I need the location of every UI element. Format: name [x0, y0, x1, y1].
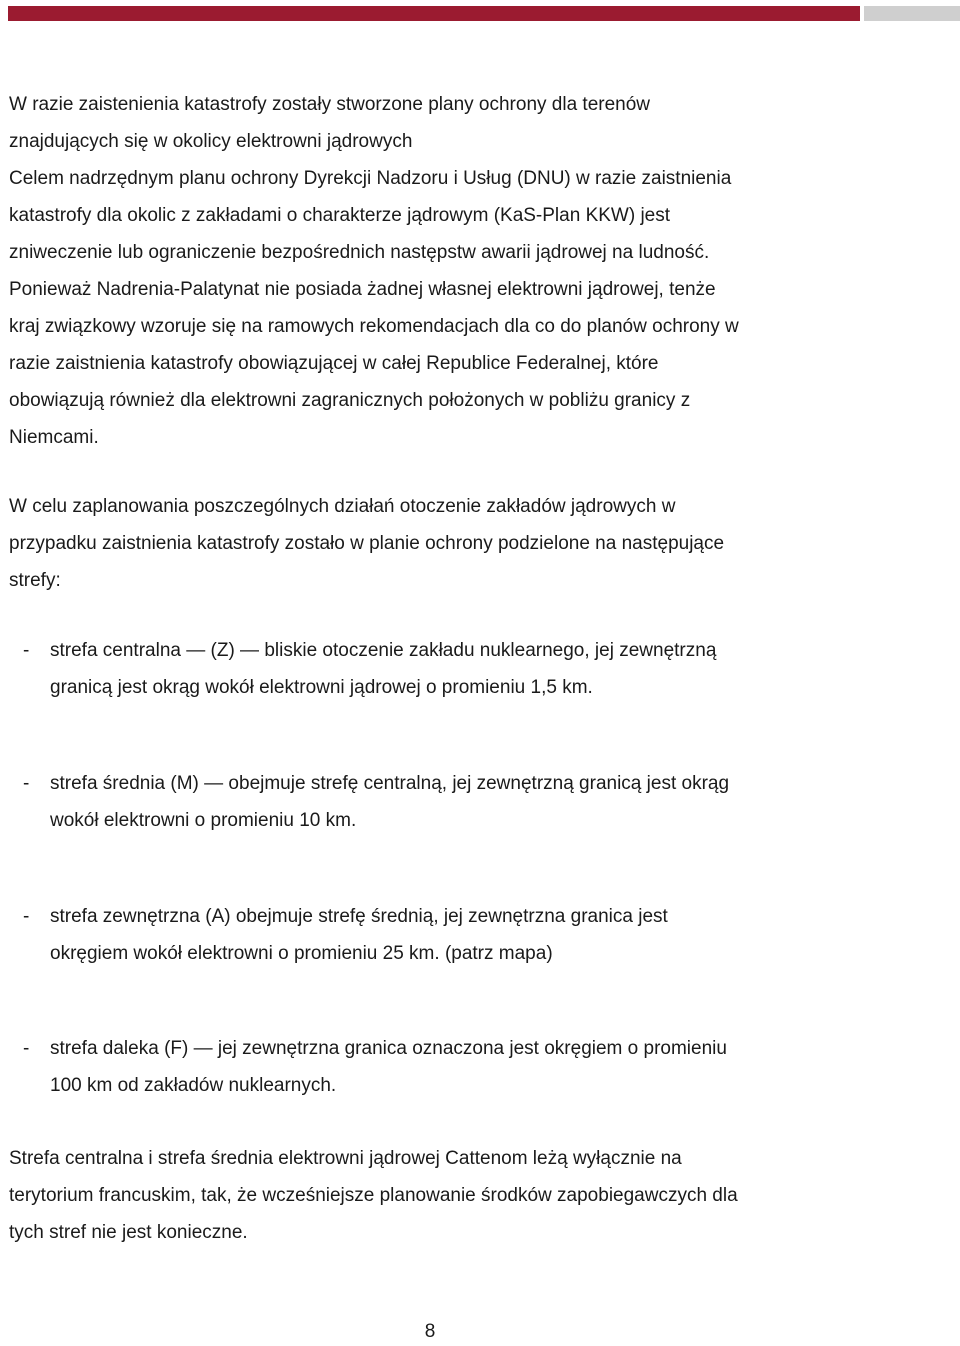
text-line: terytorium francuskim, tak, że wcześniejsze planowanie środków zapobiegawczych dla	[9, 1185, 738, 1206]
text-line: razie zaistnienia katastrofy obowiązującej w całej Republice Federalnej, które	[9, 353, 659, 374]
header-bar-main	[8, 6, 860, 21]
zone-list-item-central	[9, 632, 949, 706]
text-line: Strefa centralna i strefa średnia elektrowni jądrowej Cattenom leżą wyłącznie na	[9, 1148, 682, 1169]
text-line: zniweczenie lub ograniczenie bezpośrednich następstw awarii jądrowej na ludność.	[9, 242, 710, 263]
zone-list-item-outer	[9, 898, 949, 972]
paragraph-intro	[9, 86, 949, 456]
text-line: kraj związkowy wzoruje się na ramowych rekomendacjach dla co do planów ochrony w	[9, 316, 739, 337]
text-line: Ponieważ Nadrenia-Palatynat nie posiada żadnej własnej elektrowni jądrowej, tenże	[9, 279, 716, 300]
page-number: 8	[424, 1321, 436, 1342]
paragraph-zones-intro	[9, 488, 949, 599]
text-line: granicą jest okrąg wokół elektrowni jądrowej o promieniu 1,5 km.	[50, 677, 593, 698]
header-bar	[8, 6, 960, 21]
text-line: Celem nadrzędnym planu ochrony Dyrekcji Nadzoru i Usług (DNU) w razie zaistnienia	[9, 168, 732, 189]
text-line: okręgiem wokół elektrowni o promieniu 25 km. (patrz mapa)	[50, 943, 553, 964]
text-line: W razie zaistenienia katastrofy zostały stworzone plany ochrony dla terenów	[9, 94, 651, 115]
text-line: strefy:	[9, 570, 61, 591]
list-dash: -	[23, 1038, 30, 1059]
text-line: strefa średnia (M) — obejmuje strefę centralną, jej zewnętrzną granicą jest okrąg	[50, 773, 730, 794]
text-line: znajdujących się w okolicy elektrowni jądrowych	[9, 131, 413, 152]
zone-list-item-medium	[9, 765, 949, 839]
text-line: W celu zaplanowania poszczególnych działań otoczenie zakładów jądrowych w	[9, 496, 676, 517]
text-line: katastrofy dla okolic z zakładami o charakterze jądrowym (KaS-Plan KKW) jest	[9, 205, 671, 226]
zone-list-item-far	[9, 1030, 949, 1104]
text-line: Niemcami.	[9, 427, 99, 448]
list-dash: -	[23, 640, 30, 661]
list-dash: -	[23, 906, 30, 927]
text-line: strefa zewnętrzna (A) obejmuje strefę średnią, jej zewnętrzna granica jest	[50, 906, 668, 927]
paragraph-cattenom	[9, 1140, 949, 1251]
text-line: 100 km od zakładów nuklearnych.	[50, 1075, 337, 1096]
document-body	[9, 86, 949, 1251]
header-bar-end	[864, 6, 960, 21]
text-line: strefa daleka (F) — jej zewnętrzna granica oznaczona jest okręgiem o promieniu	[50, 1038, 727, 1059]
text-line: obowiązują również dla elektrowni zagranicznych położonych w pobliżu granicy z	[9, 390, 691, 411]
text-line: wokół elektrowni o promieniu 10 km.	[50, 810, 357, 831]
list-dash: -	[23, 773, 30, 794]
text-line: przypadku zaistnienia katastrofy zostało w planie ochrony podzielone na następujące	[9, 533, 725, 554]
text-line: strefa centralna — (Z) — bliskie otoczenie zakładu nuklearnego, jej zewnętrzną	[50, 640, 717, 661]
text-line: tych stref nie jest konieczne.	[9, 1222, 248, 1243]
